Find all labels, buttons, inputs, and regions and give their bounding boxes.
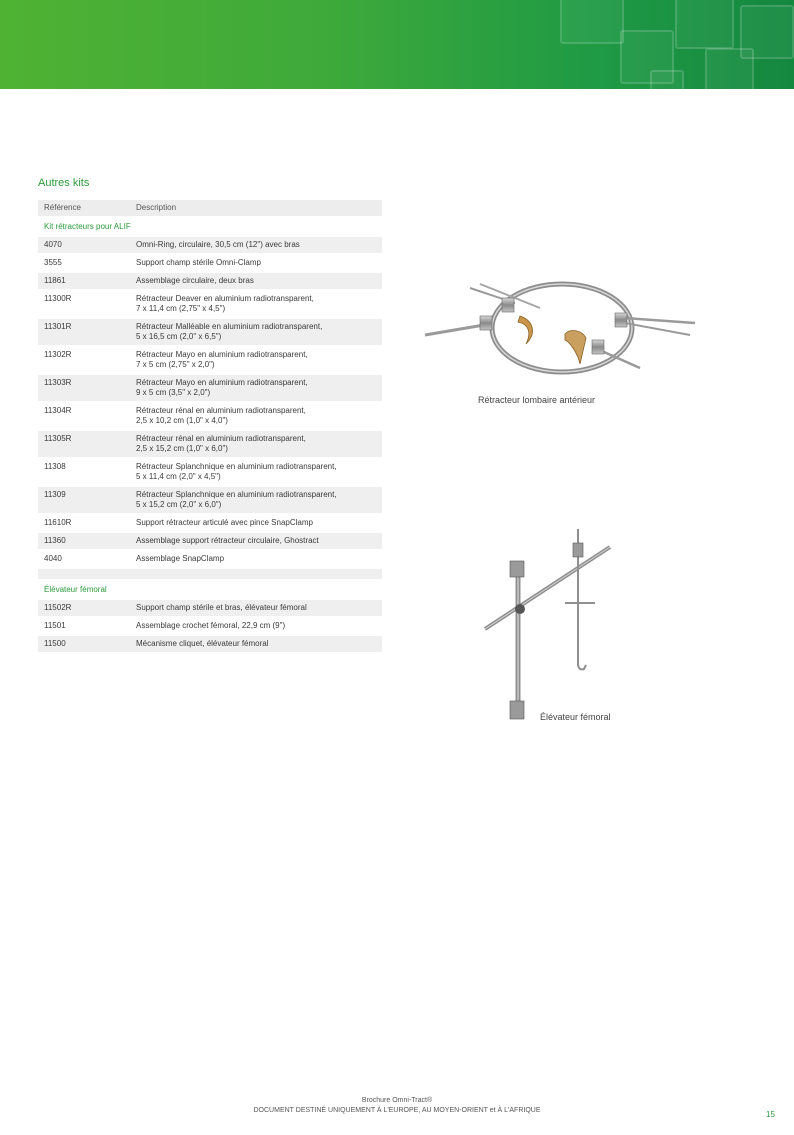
description-cell bbox=[130, 600, 382, 616]
reference-cell: 11302R bbox=[38, 347, 130, 373]
description-cell bbox=[130, 347, 382, 373]
description-cell bbox=[130, 237, 382, 253]
table-spacer-row bbox=[38, 569, 382, 579]
table-row bbox=[38, 403, 382, 429]
table-row bbox=[38, 347, 382, 373]
description-line: Rétracteur Malléable en aluminium radiotransparent, bbox=[136, 322, 323, 331]
description-cell bbox=[130, 319, 382, 345]
reference-cell: 11861 bbox=[38, 273, 130, 289]
description-cell bbox=[130, 403, 382, 429]
description-line: 5 x 15,2 cm (2,0" x 6,0") bbox=[136, 500, 222, 509]
table-row bbox=[38, 375, 382, 401]
description-line: Rétracteur Splanchnique en aluminium radiotransparent, bbox=[136, 462, 337, 471]
figure-caption-femoral-elevator: Élévateur fémoral bbox=[540, 712, 611, 722]
footer-brochure: Brochure Omni-Tract® bbox=[361, 1097, 433, 1104]
lumbar-retractor-illustration bbox=[420, 278, 700, 388]
description-line: Rétracteur Mayo en aluminium radiotransparent, bbox=[136, 350, 308, 359]
section-title: Autres kits bbox=[38, 177, 90, 189]
table-row bbox=[38, 515, 382, 531]
group-label: Kit rétracteurs pour ALIF bbox=[38, 218, 382, 235]
description-cell bbox=[130, 515, 382, 531]
description-line: 7 x 11,4 cm (2,75" x 4,5") bbox=[136, 304, 226, 313]
reference-cell: 11501 bbox=[38, 618, 130, 634]
figure-caption-lumbar-retractor: Rétracteur lombaire antérieur bbox=[478, 395, 596, 405]
reference-cell: 11500 bbox=[38, 636, 130, 652]
description-line: Support champ stérile et bras, élévateur fémoral bbox=[136, 603, 307, 612]
description-cell bbox=[130, 255, 382, 271]
table-row bbox=[38, 533, 382, 549]
description-line: Assemblage SnapClamp bbox=[136, 554, 225, 563]
description-line: 5 x 11,4 cm (2,0" x 4,5") bbox=[136, 472, 221, 481]
description-line: Rétracteur Splanchnique en aluminium radiotransparent, bbox=[136, 490, 337, 499]
column-header-reference: Référence bbox=[38, 200, 130, 216]
description-line: Mécanisme cliquet, élévateur fémoral bbox=[136, 639, 269, 648]
description-line: 7 x 5 cm (2,75" x 2,0") bbox=[136, 360, 215, 369]
description-line: Support rétracteur articulé avec pince SnapClamp bbox=[136, 518, 313, 527]
description-cell bbox=[130, 636, 382, 652]
column-header-description: Description bbox=[130, 200, 382, 216]
reference-cell: 11309 bbox=[38, 487, 130, 513]
table-row bbox=[38, 431, 382, 457]
description-cell bbox=[130, 487, 382, 513]
description-cell bbox=[130, 618, 382, 634]
description-line: Assemblage circulaire, deux bras bbox=[136, 276, 254, 285]
reference-cell: 11610R bbox=[38, 515, 130, 531]
description-line: Rétracteur Mayo en aluminium radiotransparent, bbox=[136, 378, 308, 387]
reference-cell: 3555 bbox=[38, 255, 130, 271]
description-cell bbox=[130, 431, 382, 457]
description-cell bbox=[130, 551, 382, 567]
footer-disclaimer: DOCUMENT DESTINÉ UNIQUEMENT À L'EUROPE, AU MOYEN-ORIENT et À L'AFRIQUE bbox=[253, 1107, 541, 1114]
reference-cell: 11305R bbox=[38, 431, 130, 457]
kits-table bbox=[38, 198, 382, 654]
reference-cell: 4040 bbox=[38, 551, 130, 567]
table-header-row bbox=[38, 200, 382, 216]
description-line: 2,5 x 10,2 cm (1,0" x 4,0") bbox=[136, 416, 228, 425]
table-row bbox=[38, 237, 382, 253]
table-row bbox=[38, 600, 382, 616]
table-row bbox=[38, 459, 382, 485]
table-row bbox=[38, 291, 382, 317]
femoral-elevator-illustration bbox=[480, 525, 630, 730]
table-row bbox=[38, 636, 382, 652]
table-row bbox=[38, 273, 382, 289]
description-cell bbox=[130, 291, 382, 317]
table-row bbox=[38, 551, 382, 567]
description-line: 5 x 16,5 cm (2,0" x 6,5") bbox=[136, 332, 222, 341]
description-cell bbox=[130, 533, 382, 549]
group-label: Élévateur fémoral bbox=[38, 581, 382, 598]
table-row bbox=[38, 487, 382, 513]
reference-cell: 11304R bbox=[38, 403, 130, 429]
description-line: Assemblage crochet fémoral, 22,9 cm (9") bbox=[136, 621, 286, 630]
reference-cell: 11502R bbox=[38, 600, 130, 616]
page-number: 15 bbox=[766, 1110, 775, 1119]
reference-cell: 11308 bbox=[38, 459, 130, 485]
reference-cell: 11360 bbox=[38, 533, 130, 549]
table-row bbox=[38, 319, 382, 345]
description-cell bbox=[130, 375, 382, 401]
reference-cell: 11303R bbox=[38, 375, 130, 401]
description-cell bbox=[130, 459, 382, 485]
reference-cell: 11301R bbox=[38, 319, 130, 345]
description-line: 9 x 5 cm (3,5" x 2,0") bbox=[136, 388, 211, 397]
description-line: Support champ stérile Omni-Clamp bbox=[136, 258, 261, 267]
description-cell bbox=[130, 273, 382, 289]
group-heading-alif bbox=[38, 218, 382, 235]
table-row bbox=[38, 618, 382, 634]
description-line: Rétracteur Deaver en aluminium radiotransparent, bbox=[136, 294, 314, 303]
description-line: Omni-Ring, circulaire, 30,5 cm (12") avec bras bbox=[136, 240, 300, 249]
description-line: Assemblage support rétracteur circulaire, Ghostract bbox=[136, 536, 319, 545]
group-heading-femoral-elevator bbox=[38, 581, 382, 598]
description-line: Rétracteur rénal en aluminium radiotransparent, bbox=[136, 434, 306, 443]
reference-cell: 11300R bbox=[38, 291, 130, 317]
reference-cell: 4070 bbox=[38, 237, 130, 253]
header-banner bbox=[0, 0, 794, 89]
description-line: 2,5 x 15,2 cm (1,0" x 6,0") bbox=[136, 444, 228, 453]
description-line: Rétracteur rénal en aluminium radiotransparent, bbox=[136, 406, 306, 415]
spacer-cell bbox=[38, 569, 382, 579]
table-row bbox=[38, 255, 382, 271]
